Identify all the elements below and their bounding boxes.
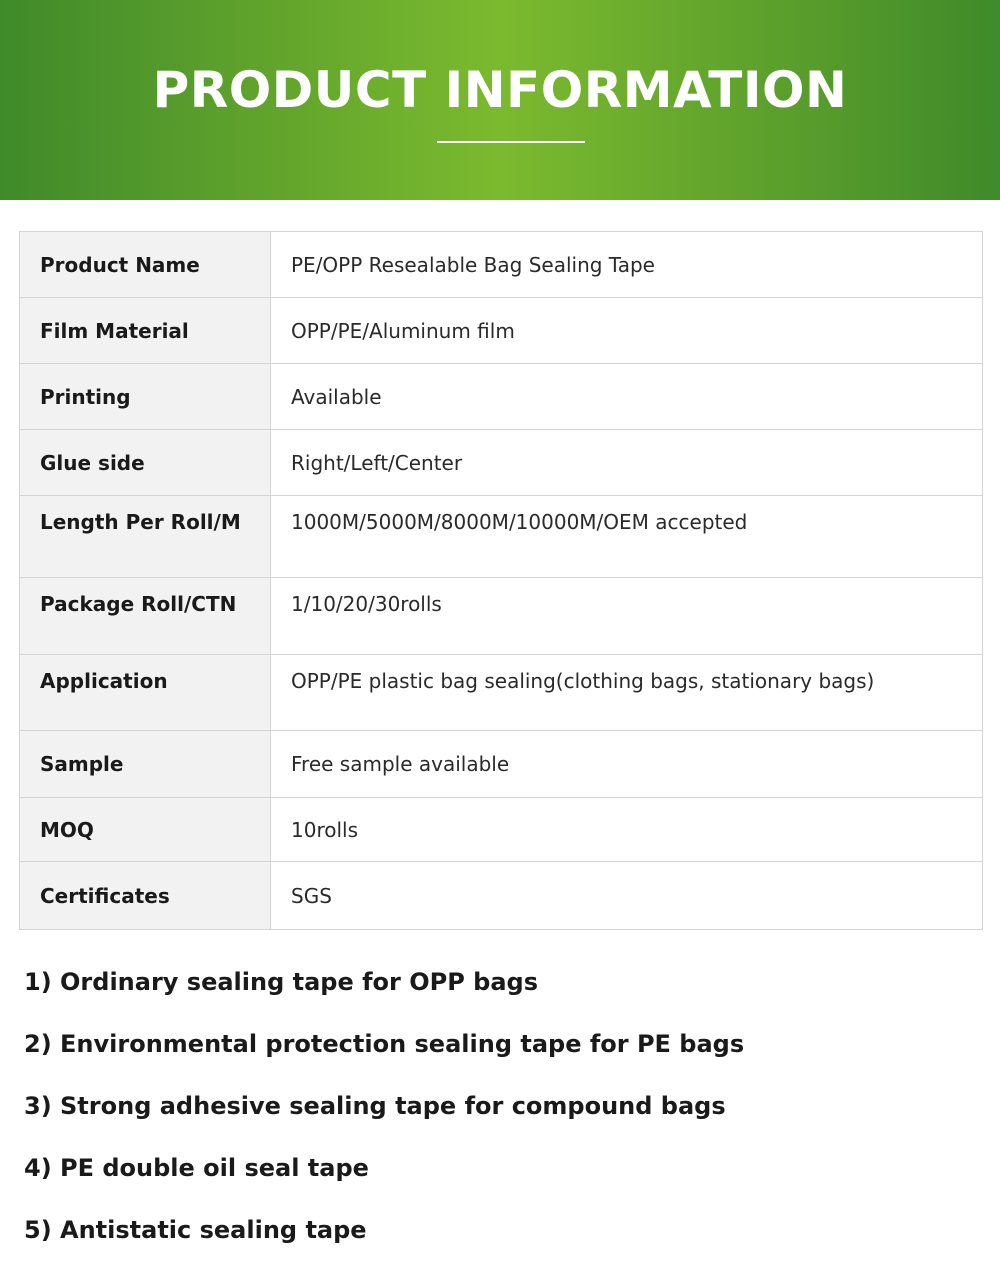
spec-value: Available xyxy=(271,364,983,430)
spec-value: 1/10/20/30rolls xyxy=(271,578,983,655)
spec-value: 1000M/5000M/8000M/10000M/OEM accepted xyxy=(271,496,983,578)
table-row xyxy=(20,364,983,430)
list-item: 4) PE double oil seal tape xyxy=(24,1154,369,1182)
spec-label: Certificates xyxy=(20,862,271,930)
list-item: 2) Environmental protection sealing tape for PE bags xyxy=(24,1030,745,1058)
spec-label: Product Name xyxy=(20,232,271,298)
header-banner xyxy=(0,0,1000,200)
list-item: 5) Antistatic sealing tape xyxy=(24,1216,367,1244)
product-spec-table xyxy=(19,231,983,930)
table-row xyxy=(20,731,983,798)
list-item: 3) Strong adhesive sealing tape for compound bags xyxy=(24,1092,726,1120)
page-title: PRODUCT INFORMATION xyxy=(152,61,848,119)
spec-value: OPP/PE plastic bag sealing(clothing bags, stationary bags) xyxy=(271,655,983,731)
table-row xyxy=(20,798,983,862)
spec-label: MOQ xyxy=(20,798,271,862)
spec-value: 10rolls xyxy=(271,798,983,862)
spec-value: OPP/PE/Aluminum film xyxy=(271,298,983,364)
spec-label: Application xyxy=(20,655,271,731)
feature-list xyxy=(24,962,744,1272)
table-row xyxy=(20,430,983,496)
spec-label: Printing xyxy=(20,364,271,430)
table-row xyxy=(20,655,983,731)
spec-label: Glue side xyxy=(20,430,271,496)
table-row xyxy=(20,578,983,655)
table-row xyxy=(20,298,983,364)
list-item: 1) Ordinary sealing tape for OPP bags xyxy=(24,968,538,996)
spec-label: Package Roll/CTN xyxy=(20,578,271,655)
spec-value: SGS xyxy=(271,862,983,930)
spec-value: PE/OPP Resealable Bag Sealing Tape xyxy=(271,232,983,298)
spec-label: Film Material xyxy=(20,298,271,364)
table-row xyxy=(20,232,983,298)
table-row xyxy=(20,496,983,578)
spec-value: Right/Left/Center xyxy=(271,430,983,496)
table-row xyxy=(20,862,983,930)
spec-label: Length Per Roll/M xyxy=(20,496,271,578)
spec-value: Free sample available xyxy=(271,731,983,798)
title-underline xyxy=(437,141,585,143)
spec-label: Sample xyxy=(20,731,271,798)
